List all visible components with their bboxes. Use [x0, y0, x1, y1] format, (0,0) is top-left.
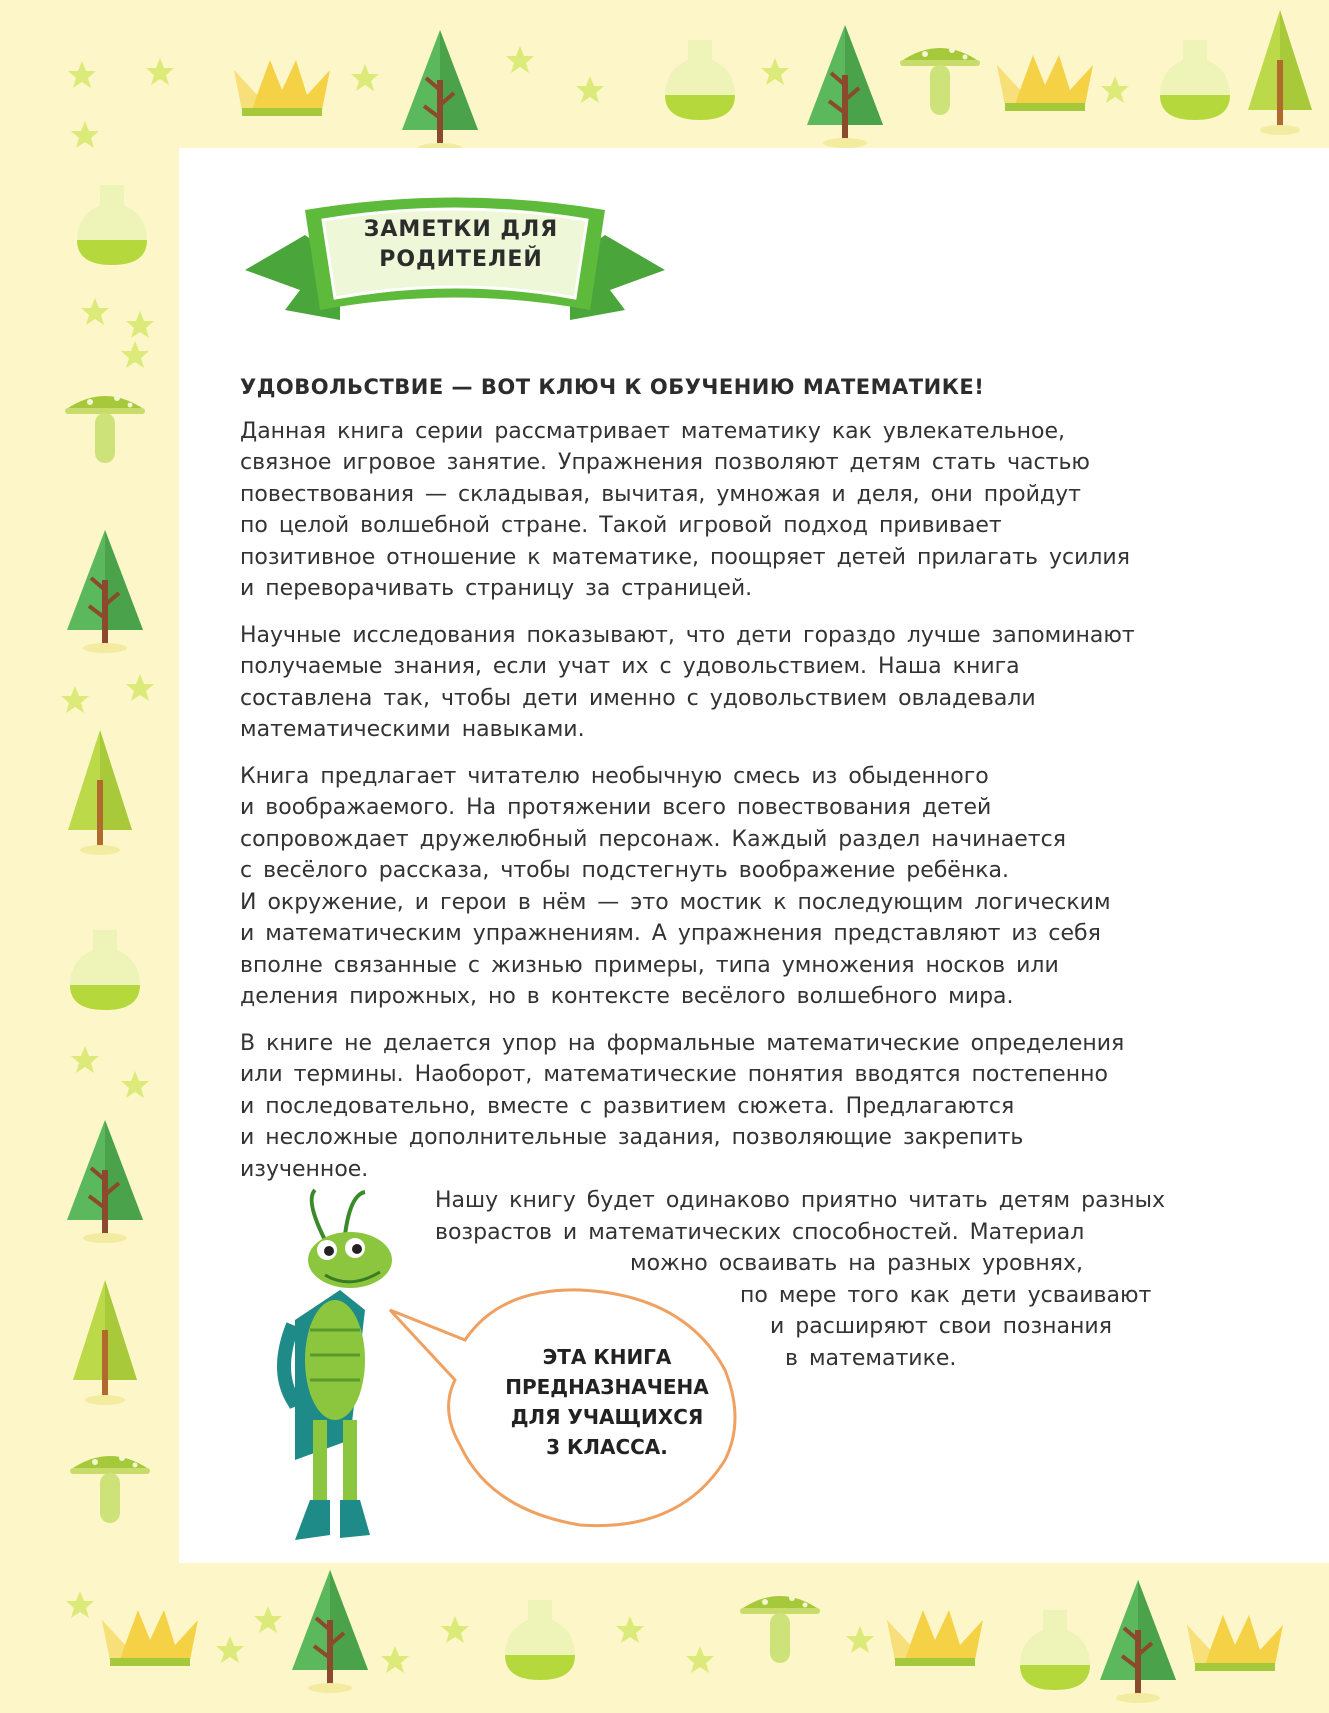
text-line: можно осваивать на разных уровнях, — [630, 1251, 1084, 1276]
text-line: Книга предлагает читателю необычную смесь из обыденного — [240, 763, 989, 789]
bubble-text — [487, 1342, 727, 1462]
text-line: и несложные дополнительные задания, позволяющие закрепить — [240, 1125, 1024, 1150]
text-line: и переворачивать страницу за страницей. — [240, 576, 753, 601]
text-line: и последовательно, вместе с развитием сюжета. Предлагаются — [240, 1093, 1015, 1119]
text-line: изученное. — [240, 1156, 369, 1182]
text-line: возрастов и математических способностей. Материал — [435, 1219, 1085, 1245]
text-line: математическими навыками. — [240, 717, 585, 742]
text-line: и математическим упражнениям. А упражнения представляют из себя — [240, 921, 1101, 946]
paragraph — [240, 761, 1250, 1013]
text-line: с весёлого рассказа, чтобы подстегнуть воображение ребёнка. — [240, 858, 1009, 883]
main-text — [240, 372, 1250, 1200]
section-heading: УДОВОЛЬСТВИЕ — ВОТ КЛЮЧ К ОБУЧЕНИЮ МАТЕМАТИКЕ! — [240, 375, 985, 399]
text-line: позитивное отношение к математике, поощряет детей прилагать усилия — [240, 544, 1130, 570]
bubble-line: ПРЕДНАЗНАЧЕНА — [505, 1375, 709, 1399]
text-line: по мере того как дети усваивают — [740, 1282, 1152, 1308]
text-line: составлена так, чтобы дети именно с удовольствием овладевали — [240, 685, 1036, 711]
paragraph — [240, 620, 1250, 746]
bubble-line: 3 КЛАССА. — [546, 1435, 668, 1459]
text-line: связное игровое занятие. Упражнения позволяют детям стать частью — [240, 450, 1090, 475]
paragraph — [240, 1028, 1250, 1186]
banner-title — [333, 205, 589, 285]
text-line: И окружение, и герои в нём — это мостик к последующим логическим — [240, 889, 1111, 915]
banner-line-2: РОДИТЕЛЕЙ — [379, 247, 543, 272]
text-line: В книге не делается упор на формальные математические определения — [240, 1030, 1125, 1056]
text-line: и расширяют свои познания — [770, 1314, 1112, 1339]
grasshopper-illustration — [255, 1180, 435, 1550]
banner-line-1: ЗАМЕТКИ ДЛЯ — [363, 217, 559, 242]
text-line: получаемые знания, если учат их с удовольствием. Наша книга — [240, 654, 1020, 679]
text-line: Научные исследования показывают, что дети гораздо лучше запоминают — [240, 622, 1135, 648]
paragraph — [240, 416, 1250, 605]
text-line: повествования — складывая, вычитая, умножая и деля, они пройдут — [240, 481, 1081, 507]
text-line: или термины. Наоборот, математические понятия вводятся постепенно — [240, 1062, 1108, 1087]
text-line: деления пирожных, но в контексте весёлого волшебного мира. — [240, 984, 1014, 1009]
text-line: в математике. — [785, 1345, 957, 1371]
text-line: по целой волшебной стране. Такой игровой подход прививает — [240, 513, 1002, 538]
bubble-line: ЭТА КНИГА — [542, 1345, 672, 1369]
text-line: сопровождает дружелюбный персонаж. Каждый раздел начинается — [240, 826, 1066, 852]
text-line: Данная книга серии рассматривает математику как увлекательное, — [240, 418, 1065, 444]
text-line: вполне связанные с жизнью примеры, типа умножения носков или — [240, 952, 1059, 978]
text-line: и воображаемого. На протяжении всего повествования детей — [240, 795, 992, 820]
bubble-line: ДЛЯ УЧАЩИХСЯ — [510, 1405, 704, 1429]
text-line: Нашу книгу будет одинаково приятно читать детям разных — [435, 1188, 1166, 1213]
